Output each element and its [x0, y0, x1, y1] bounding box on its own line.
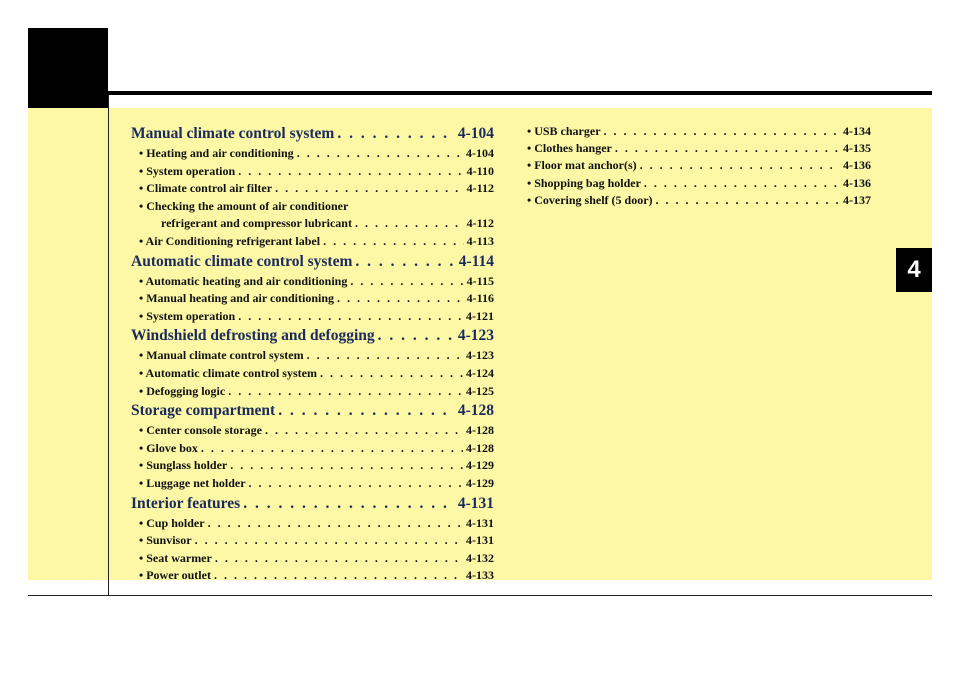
entry-page: 4-115 — [466, 273, 494, 288]
entry-page: 4-110 — [466, 163, 494, 178]
entry-page: 4-131 — [466, 533, 494, 548]
entry-page: 4-104 — [466, 146, 494, 160]
toc-entry[interactable] — [527, 175, 871, 192]
entry-title: • Luggage net holder — [139, 475, 246, 490]
entry-page: 4-129 — [466, 475, 494, 490]
section-title: Windshield defrosting and defogging — [131, 327, 375, 345]
entry-page: 4-136 — [843, 158, 871, 173]
entry-page: 4-129 — [466, 458, 494, 473]
entry-title: • Cup holder — [139, 515, 205, 530]
toc-entry[interactable] — [131, 347, 494, 365]
toc-right-column — [527, 123, 871, 209]
toc-entry[interactable] — [131, 308, 494, 326]
chapter-header-block — [28, 28, 108, 108]
entry-title: • Center console storage — [139, 423, 262, 438]
entry-title: • System operation — [139, 308, 236, 323]
toc-entry[interactable] — [131, 457, 494, 475]
section-title: Automatic climate control system — [131, 252, 353, 270]
entry-title: • Seat warmer — [139, 550, 212, 565]
entry-title: • Power outlet — [139, 568, 211, 583]
entry-page: 4-116 — [466, 291, 494, 306]
section-page: 4-114 — [458, 252, 494, 270]
entry-title: refrigerant and compressor lubricant — [161, 216, 352, 231]
toc-entry[interactable] — [131, 145, 494, 163]
section-page: 4-123 — [457, 327, 494, 345]
toc-entry[interactable] — [131, 383, 494, 401]
entry-page: 4-125 — [466, 383, 494, 398]
entry-title: • Glove box — [139, 440, 198, 455]
entry-page: 4-112 — [466, 216, 494, 231]
toc-entry[interactable] — [131, 532, 494, 550]
entry-title: • Floor mat anchor(s) — [527, 158, 637, 173]
entry-title: • Sunglass holder — [139, 458, 228, 473]
section-title: Interior features — [131, 494, 241, 512]
entry-title: • Defogging logic — [139, 383, 226, 398]
section-title: Manual climate control system — [131, 125, 335, 142]
toc-entry[interactable] — [131, 440, 494, 458]
entry-page: 4-121 — [466, 308, 494, 323]
toc-entry[interactable] — [131, 365, 494, 383]
section-page: 4-131 — [457, 494, 494, 512]
entry-title: • Automatic climate control system — [139, 365, 317, 380]
section-page: 4-104 — [457, 125, 494, 142]
entry-title: • Covering shelf (5 door) — [527, 192, 653, 207]
toc-entry[interactable] — [131, 515, 494, 533]
entry-page: 4-128 — [466, 440, 494, 455]
entry-page: 4-133 — [466, 568, 494, 583]
section-title: Storage compartment — [131, 402, 276, 420]
entry-page: 4-134 — [843, 124, 871, 138]
toc-left-column — [131, 123, 494, 585]
section-page: 4-128 — [457, 402, 494, 420]
entry-page: 4-136 — [843, 175, 871, 190]
entry-page: 4-137 — [843, 192, 871, 207]
toc-section-heading[interactable] — [131, 251, 494, 273]
entry-title: • Clothes hanger — [527, 141, 612, 156]
entry-title: • Manual heating and air conditioning — [139, 291, 335, 306]
entry-page: 4-135 — [843, 141, 871, 156]
toc-entry[interactable] — [527, 123, 871, 140]
toc-entry[interactable] — [527, 140, 871, 157]
entry-title: • Shopping bag holder — [527, 175, 641, 190]
toc-section-heading[interactable] — [131, 493, 494, 515]
chapter-tab[interactable]: 4 — [896, 248, 932, 292]
entry-page: 4-124 — [466, 365, 494, 380]
entry-title: • System operation — [139, 163, 236, 178]
toc-entry[interactable] — [131, 290, 494, 308]
entry-title: • Air Conditioning refrigerant label — [139, 233, 321, 248]
entry-title: • USB charger — [527, 124, 601, 138]
toc-entry[interactable] — [131, 567, 494, 585]
entry-page: 4-112 — [466, 181, 494, 196]
entry-title: • Sunvisor — [139, 533, 192, 548]
toc-entry[interactable] — [527, 192, 871, 209]
entry-page: 4-132 — [466, 550, 494, 565]
header-rule — [108, 91, 932, 95]
entry-title: • Heating and air conditioning — [139, 146, 294, 160]
toc-entry[interactable] — [131, 422, 494, 440]
toc-section-heading[interactable] — [131, 123, 494, 145]
entry-page: 4-113 — [466, 233, 494, 248]
toc-entry[interactable] — [131, 273, 494, 291]
margin-line — [108, 95, 109, 596]
toc-entry[interactable] — [131, 215, 494, 233]
toc-section-heading[interactable] — [131, 400, 494, 422]
toc-entry[interactable] — [131, 550, 494, 568]
entry-page: 4-131 — [466, 515, 494, 530]
toc-entry[interactable] — [131, 475, 494, 493]
toc-section-heading[interactable] — [131, 325, 494, 347]
entry-page: 4-128 — [466, 423, 494, 438]
toc-entry[interactable] — [527, 157, 871, 174]
toc-entry[interactable] — [131, 180, 494, 198]
entry-title: • Manual climate control system — [139, 348, 304, 363]
entry-title: • Climate control air filter — [139, 181, 273, 196]
toc-entry[interactable] — [131, 163, 494, 181]
toc-entry-first-line[interactable]: • Checking the amount of air conditioner — [139, 198, 349, 213]
toc-entry[interactable] — [131, 233, 494, 251]
footer-rule — [28, 595, 932, 596]
entry-page: 4-123 — [466, 348, 494, 363]
entry-title: • Automatic heating and air conditioning — [139, 273, 348, 288]
